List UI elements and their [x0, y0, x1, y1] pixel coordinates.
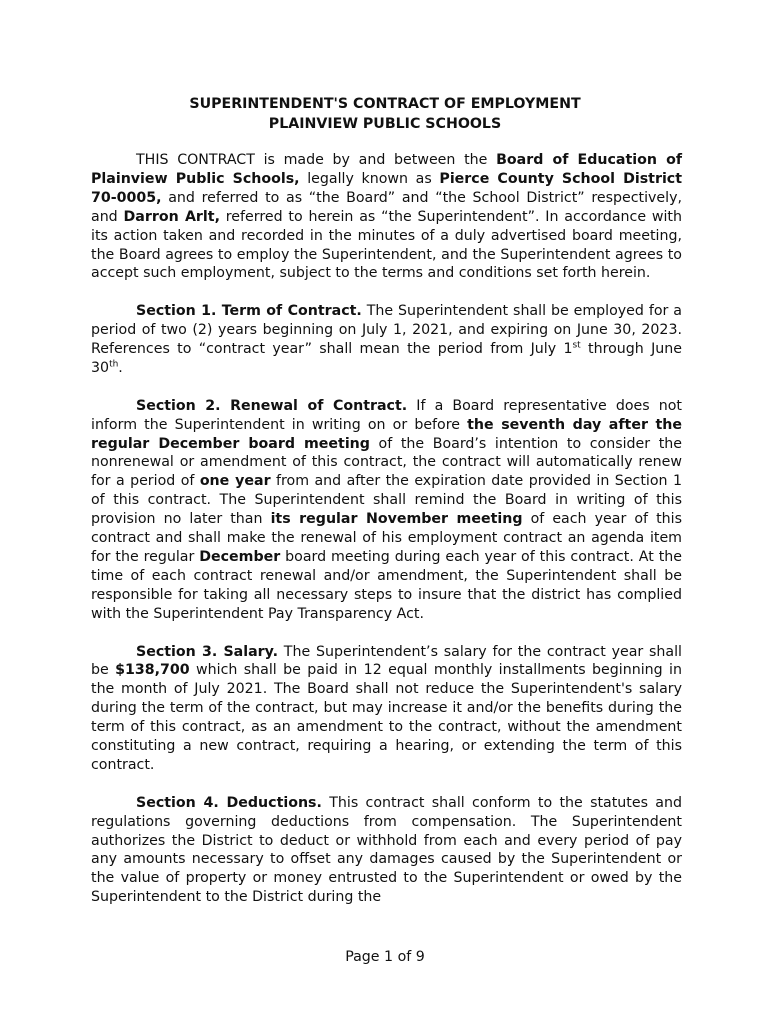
intro-paragraph: THIS CONTRACT is made by and between the Board of Education of Plainview Public Schools, legally known as Pierce County School District 70-0005, and referred to as “the Board” and “the School District” respectively, and Darron Arlt, referred to herein as “the Superintendent”. In accordance with its action taken and recorded in the minutes of a duly advertised board meeting, the Board agrees to employ the Superintendent, and the Superintendent agrees to accept such employment, subject to the terms and conditions set forth herein.: [91, 152, 683, 282]
section-3-paragraph: Section 3. Salary. The Superintendent’s salary for the contract year shall be $138,700 which shall be paid in 12 equal monthly installments beginning in the month of July 2021. The Board shall not reduce the Superintendent's salary during the term of the contract, but may increase it and/or the benefits during the term of this contract, as an amendment to the contract, without the amendment constituting a new contract, requiring a hearing, or extending the term of this contract.: [91, 643, 682, 773]
section-2-paragraph: Section 2. Renewal of Contract. If a Board representative does not inform the Superintendent in writing on or before the seventh day after the regular December board meeting of the Board’s intention to consider the nonrenewal or amendment of this contract, the contract will automatically renew for a period of one year from and after the expiration date provided in Section 1 of this contract. The Superintendent shall remind the Board in writing of this provision no later than its regular November meeting of each year of this contract and shall make the renewal of his employment contract an agenda item for the regular December board meeting during each year of this contract. At the time of each contract renewal and/or amendment, the Superintendent shall be responsible for taking all necessary steps to insure that the district has complied with the Superintendent Pay Transparency Act.: [91, 397, 683, 622]
section-3-heading: Section 3. Salary.: [136, 643, 279, 660]
document-body: [91, 151, 682, 926]
section-2-heading: Section 2. Renewal of Contract.: [136, 397, 408, 414]
section-4-heading: Section 4. Deductions.: [136, 794, 322, 811]
document-subtitle: PLAINVIEW PUBLIC SCHOOLS: [268, 116, 502, 132]
section-1-heading: Section 1. Term of Contract.: [136, 303, 362, 320]
document-title: SUPERINTENDENT'S CONTRACT OF EMPLOYMENT: [189, 96, 581, 112]
section-4-paragraph: Section 4. Deductions. This contract shall conform to the statutes and regulations governing deductions from compensation. The Superintendent authorizes the District to deduct or withhold from each and every period of pay any amounts necessary to offset any damages caused by the Superintendent or the value of property or money entrusted to the Superintendent or owed by the Superintendent to the District during the: [91, 794, 682, 906]
page-number: Page 1 of 9: [345, 949, 425, 965]
section-1-paragraph: Section 1. Term of Contract. The Superintendent shall be employed for a period of two (2) years beginning on July 1, 2021, and expiring on June 30, 2023. References to “contract year” shall mean the period from July 1st through June 30th.: [91, 303, 683, 376]
